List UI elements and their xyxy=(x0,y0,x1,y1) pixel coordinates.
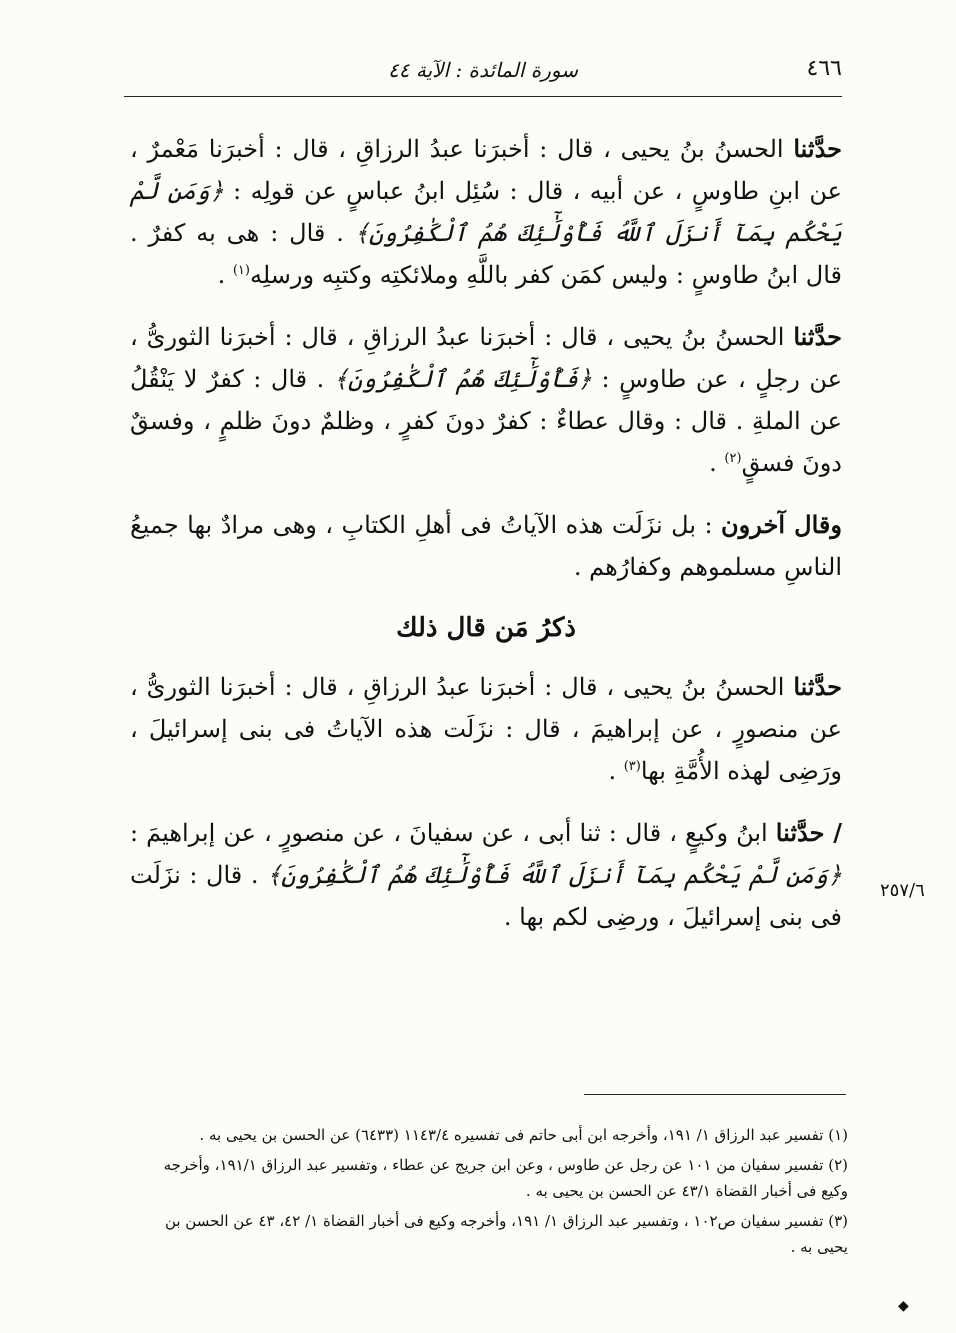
footnote: (٣) تفسير سفيان ص١٠٢ ، وتفسير عبد الرزاق ١/ ١٩١، وأخرجه وكيع فى أخبار القضاة ١/ ٤٢، ٤٣ عن الحسن بن يحيى به . xyxy=(164,1212,848,1256)
quran-verse: ﴿فَأُوْلَٰٓئِكَ هُمُ ٱلْكَٰفِرُونَ﴾ xyxy=(333,365,592,393)
section-heading: ذكرُ مَن قال ذلك xyxy=(396,613,576,643)
main-text xyxy=(130,128,842,958)
paragraph xyxy=(130,812,842,938)
footnote: (٢) تفسير سفيان من ١٠١ عن رجل عن طاوس ، وعن ابن جريج عن عطاء ، وتفسير عبد الرزاق ١٩١/١، وأخرجه وكيع فى أخبار القضاة ٤٣/١ عن الحسن بن يحيى به . xyxy=(163,1156,848,1200)
paragraph-text: الحسنُ بنُ يحيى ، قال : أخبرَنا عبدُ الرزاقِ ، قال : أخبرَنا الثورىُّ ، عن رجلٍ ، عن طاوسٍ : xyxy=(130,323,843,393)
paragraph-text: الحسنُ بنُ يحيى ، قال : أخبرَنا عبدُ الرزاقِ ، قال : أخبرَنا مَعْمرٌ ، عن ابنِ طاوسٍ ، عن أبيه ، قال : سُئِل ابنُ عباسٍ عن قولِه : xyxy=(130,135,842,205)
paragraph-text: : بل نزَلَت هذه الآياتُ فى أهلِ الكتابِ ، وهى مرادٌ بها جميعُ الناسِ مسلموهم وكفارُهم . xyxy=(130,511,842,581)
paragraph xyxy=(130,504,842,588)
footnote-ref[interactable]: (٢) xyxy=(724,451,742,466)
footnote-ref[interactable]: (١) xyxy=(232,263,250,278)
footnote-ref[interactable]: (٣) xyxy=(623,759,641,774)
quran-verse: ﴿وَمَن لَّمْ يَحْكُم بِمَآ أَنزَلَ ٱللَّهُ فَأُوْلَٰٓئِكَ هُمُ ٱلْكَٰفِرُونَ﴾ xyxy=(130,177,842,247)
paragraph-text: . قال : كفرٌ لا يَنْقُلُ عن الملةِ . قال : وقال عطاءٌ : كفرٌ دونَ كفرٍ ، وظلمٌ دونَ ظلمٍ ، وفسقٌ دونَ فسقٍ xyxy=(130,365,842,477)
page-header xyxy=(124,56,842,97)
paragraph xyxy=(130,316,842,484)
paragraph-text: . قال : هى به كفرٌ . قال ابنُ طاوسٍ : وليس كمَن كفر باللَّهِ وملائكتِه وكتبِه ورسلِه xyxy=(130,219,842,289)
paragraph xyxy=(130,666,842,792)
footnotes xyxy=(140,1122,848,1264)
paragraph-lead: / حدَّثنا xyxy=(775,818,842,847)
paragraph-end: . xyxy=(709,449,725,477)
paragraph-text: . قال : نزَلَت فى بنى إسرائيلَ ، ورضِى لكم بها . xyxy=(130,861,842,931)
paragraph-text: الحسنُ بنُ يحيى ، قال : أخبرَنا عبدُ الرزاقِ ، قال : أخبرَنا الثورىُّ ، عن منصورٍ ، عن إبراهيمَ ، قال : نزَلَت هذه الآياتُ فى بنى إسرائيلَ ، ورَضِى لهذه الأُمَّةِ بها xyxy=(130,673,842,785)
paragraph-text: ابنُ وكيعٍ ، قال : ثنا أبى ، عن سفيانَ ، عن منصورٍ ، عن إبراهيمَ : xyxy=(130,819,776,847)
quran-verse: ﴿وَمَن لَّمْ يَحْكُم بِمَآ أَنزَلَ ٱللَّهُ فَأُوْلَٰٓئِكَ هُمُ ٱلْكَٰفِرُونَ﴾ xyxy=(267,861,842,889)
footnote-divider xyxy=(584,1094,846,1095)
paragraph-lead: حدَّثنا xyxy=(793,134,842,163)
paragraph-end: . xyxy=(608,757,624,785)
footnote: (١) تفسير عبد الرزاق ١/ ١٩١، وأخرجه ابن أبى حاتم فى تفسيره ١١٤٣/٤ (٦٤٣٣) عن الحسن بن يحيى به . xyxy=(199,1126,848,1144)
running-title: سورة المائدة : الآية ٤٤ xyxy=(388,58,578,82)
paragraph-lead: حدَّثنا xyxy=(793,322,842,351)
paragraph-lead: وقال آخرون xyxy=(721,510,842,539)
paragraph-lead: حدَّثنا xyxy=(793,672,842,701)
margin-page-reference: ٢٥٧/٦ xyxy=(880,880,925,901)
corner-mark: ◆ xyxy=(898,1298,909,1314)
page-number: ٤٦٦ xyxy=(806,56,842,81)
paragraph xyxy=(130,128,842,296)
paragraph-end: . xyxy=(217,261,233,289)
